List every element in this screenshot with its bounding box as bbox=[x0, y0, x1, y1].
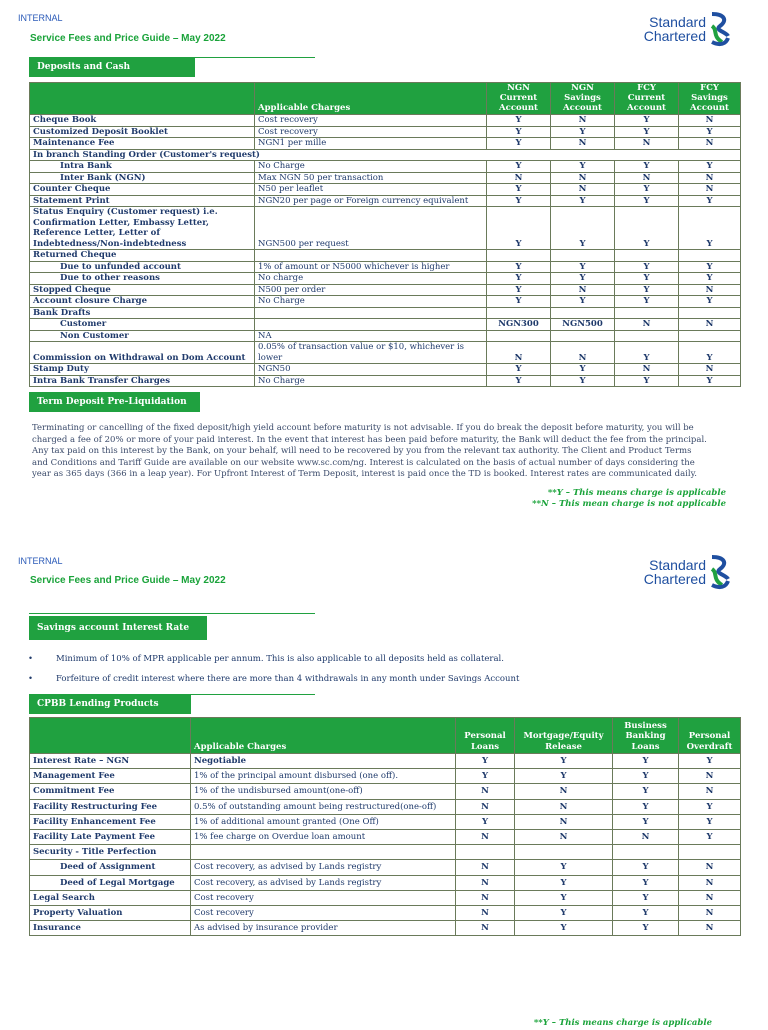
row-label: Commission on Withdrawal on Dom Account bbox=[30, 342, 255, 364]
table-row bbox=[30, 830, 741, 845]
row-label: Customer bbox=[30, 319, 255, 331]
row-charge: No Charge bbox=[255, 161, 487, 173]
table-row bbox=[30, 875, 741, 890]
row-value bbox=[679, 250, 741, 262]
row-charge: NGN1 per mille bbox=[255, 138, 487, 150]
row-label: Deed of Assignment bbox=[30, 860, 191, 875]
header-applicable-charges: Applicable Charges bbox=[255, 83, 487, 115]
table-row bbox=[30, 273, 741, 285]
row-label: Property Valuation bbox=[30, 906, 191, 921]
row-charge bbox=[255, 319, 487, 331]
row-label-line: Indebtedness/Non-indebtedness bbox=[33, 238, 187, 249]
row-charge: Cost recovery bbox=[255, 126, 487, 138]
table-row bbox=[30, 250, 741, 262]
row-value: N bbox=[551, 184, 615, 196]
row-value bbox=[679, 330, 741, 342]
table-row bbox=[30, 784, 741, 799]
row-value: N bbox=[679, 906, 741, 921]
row-value: N bbox=[456, 875, 515, 890]
row-charge: Max NGN 50 per transaction bbox=[255, 172, 487, 184]
row-charge: No Charge bbox=[255, 296, 487, 308]
row-charge-line: 0.05% of transaction value or $10, whichever is bbox=[258, 342, 465, 352]
row-label: In branch Standing Order (Customer's request) bbox=[30, 149, 741, 161]
row-value: Y bbox=[679, 342, 741, 364]
logo-mark-icon bbox=[708, 12, 732, 48]
row-charge bbox=[255, 342, 487, 364]
row-value: N bbox=[551, 284, 615, 296]
row-value: Y bbox=[615, 342, 679, 364]
deposits-table bbox=[29, 82, 741, 387]
row-value: N bbox=[487, 172, 551, 184]
row-value: N bbox=[679, 138, 741, 150]
row-value: N bbox=[456, 799, 515, 814]
row-charge: Cost recovery, as advised by Lands registry bbox=[191, 875, 456, 890]
row-value: Y bbox=[615, 284, 679, 296]
row-label: Maintenance Fee bbox=[30, 138, 255, 150]
row-charge: NGN50 bbox=[255, 364, 487, 376]
row-value: Y bbox=[551, 195, 615, 207]
row-value: N bbox=[679, 284, 741, 296]
row-value: N bbox=[615, 172, 679, 184]
row-value: Y bbox=[487, 126, 551, 138]
row-value bbox=[487, 330, 551, 342]
row-label: Bank Drafts bbox=[30, 307, 255, 319]
row-value: Y bbox=[679, 195, 741, 207]
row-value: Y bbox=[487, 261, 551, 273]
row-value bbox=[615, 330, 679, 342]
row-value: Y bbox=[551, 273, 615, 285]
paragraph-line: charged a fee of 20% or more of your paid interest. In the event that interest has been paid before maturity, the Bank will deduct the fee from the principal. bbox=[32, 434, 707, 445]
row-value: Y bbox=[615, 115, 679, 127]
table-row bbox=[30, 754, 741, 769]
guide-title: Service Fees and Price Guide – May 2022 bbox=[30, 33, 226, 44]
row-value: N bbox=[615, 319, 679, 331]
row-value: N bbox=[615, 138, 679, 150]
row-value: N bbox=[456, 890, 515, 905]
row-value: N bbox=[456, 860, 515, 875]
row-label: Security - Title Perfection bbox=[30, 845, 191, 860]
section-tag-term-deposit: Term Deposit Pre-Liquidation bbox=[29, 392, 200, 412]
row-value: Y bbox=[679, 830, 741, 845]
row-charge: NGN20 per page or Foreign currency equivalent bbox=[255, 195, 487, 207]
row-charge: Cost recovery bbox=[255, 115, 487, 127]
row-value: N bbox=[679, 769, 741, 784]
section-tag-lending: CPBB Lending Products bbox=[29, 694, 191, 714]
row-value: Y bbox=[613, 754, 679, 769]
row-charge bbox=[255, 250, 487, 262]
table-row bbox=[30, 115, 741, 127]
row-value: Y bbox=[551, 207, 615, 250]
row-value: Y bbox=[615, 207, 679, 250]
row-value: N bbox=[679, 364, 741, 376]
row-value: Y bbox=[613, 921, 679, 936]
row-label: Non Customer bbox=[30, 330, 255, 342]
row-value: N bbox=[679, 921, 741, 936]
note-y: **Y – This means charge is applicable bbox=[547, 488, 726, 498]
row-value: Y bbox=[615, 375, 679, 387]
row-label: Due to unfunded account bbox=[30, 261, 255, 273]
row-value: Y bbox=[613, 875, 679, 890]
row-value: N bbox=[515, 814, 613, 829]
row-charge: N500 per order bbox=[255, 284, 487, 296]
row-value: Y bbox=[487, 161, 551, 173]
row-label: Stopped Cheque bbox=[30, 284, 255, 296]
table-row bbox=[30, 330, 741, 342]
row-value: Y bbox=[456, 754, 515, 769]
row-value: Y bbox=[615, 126, 679, 138]
table-row bbox=[30, 845, 741, 860]
row-value: Y bbox=[551, 161, 615, 173]
row-label: Counter Cheque bbox=[30, 184, 255, 196]
row-value bbox=[679, 307, 741, 319]
row-charge: 1% of additional amount granted (One Off) bbox=[191, 814, 456, 829]
row-value: Y bbox=[515, 769, 613, 784]
row-value: Y bbox=[487, 284, 551, 296]
divider bbox=[190, 694, 315, 695]
row-value: Y bbox=[679, 296, 741, 308]
header-applicable-charges: Applicable Charges bbox=[191, 718, 456, 754]
row-value: Y bbox=[456, 769, 515, 784]
row-label: Management Fee bbox=[30, 769, 191, 784]
table-row bbox=[30, 799, 741, 814]
table-row bbox=[30, 860, 741, 875]
row-value: Y bbox=[615, 184, 679, 196]
row-label: Facility Late Payment Fee bbox=[30, 830, 191, 845]
row-label: Returned Cheque bbox=[30, 250, 255, 262]
row-value: N bbox=[515, 799, 613, 814]
row-value: N bbox=[679, 860, 741, 875]
row-value: Y bbox=[487, 184, 551, 196]
row-value: Y bbox=[613, 860, 679, 875]
header-blank bbox=[30, 83, 255, 115]
row-value: Y bbox=[551, 261, 615, 273]
table-row bbox=[30, 814, 741, 829]
table-row bbox=[30, 890, 741, 905]
row-value: N bbox=[515, 830, 613, 845]
row-charge: Cost recovery bbox=[191, 906, 456, 921]
paragraph-line: Any tax paid on this interest by the Bank, on your behalf, will need to be recovered by you from the relevant tax authority. The Client and Product Terms bbox=[32, 446, 692, 456]
header-blank bbox=[30, 718, 191, 754]
row-label: Intra Bank bbox=[30, 161, 255, 173]
row-charge bbox=[255, 307, 487, 319]
row-charge: N50 per leaflet bbox=[255, 184, 487, 196]
guide-title: Service Fees and Price Guide – May 2022 bbox=[30, 575, 226, 586]
row-value: N bbox=[679, 784, 741, 799]
table-row bbox=[30, 261, 741, 273]
row-value bbox=[613, 845, 679, 860]
table-row bbox=[30, 161, 741, 173]
row-value: Y bbox=[487, 375, 551, 387]
row-value: Y bbox=[515, 921, 613, 936]
row-value: Y bbox=[551, 126, 615, 138]
row-charge-line: lower bbox=[258, 352, 283, 363]
bullet-icon: • bbox=[28, 674, 34, 684]
row-value: N bbox=[456, 830, 515, 845]
row-value: Y bbox=[679, 261, 741, 273]
row-value: Y bbox=[615, 195, 679, 207]
row-value: N bbox=[551, 172, 615, 184]
row-value: Y bbox=[613, 799, 679, 814]
row-label: Due to other reasons bbox=[30, 273, 255, 285]
paragraph-line: and Conditions and Tariff Guide are available on our website www.sc.com/ng. Interest is calculated on the basis of actual number of days considering the bbox=[32, 457, 695, 468]
header-personal-overdraft: Personal Overdraft bbox=[679, 718, 741, 754]
row-value: Y bbox=[615, 161, 679, 173]
row-charge: 1% of the principal amount disbursed (one off). bbox=[191, 769, 456, 784]
logo-line-2: Chartered bbox=[643, 571, 706, 587]
row-charge: Negotiable bbox=[191, 754, 456, 769]
row-charge: 1% of the undisbursed amount(one-off) bbox=[191, 784, 456, 799]
table-row bbox=[30, 307, 741, 319]
row-value: Y bbox=[487, 273, 551, 285]
row-label: Inter Bank (NGN) bbox=[30, 172, 255, 184]
table-row bbox=[30, 319, 741, 331]
table-row bbox=[30, 296, 741, 308]
section-tag-deposits: Deposits and Cash bbox=[29, 57, 195, 77]
row-value: Y bbox=[456, 814, 515, 829]
row-value: N bbox=[679, 319, 741, 331]
row-value: Y bbox=[487, 207, 551, 250]
table-row bbox=[30, 375, 741, 387]
row-charge: Cost recovery bbox=[191, 890, 456, 905]
row-value bbox=[487, 307, 551, 319]
footer-note: **Y – This means charge is applicable bbox=[533, 1018, 712, 1028]
row-value: Y bbox=[515, 906, 613, 921]
row-label: Statement Print bbox=[30, 195, 255, 207]
table-row bbox=[30, 184, 741, 196]
row-label: Intra Bank Transfer Charges bbox=[30, 375, 255, 387]
standard-chartered-logo bbox=[620, 15, 706, 43]
row-value: N bbox=[515, 784, 613, 799]
row-value: Y bbox=[615, 273, 679, 285]
row-value: N bbox=[456, 921, 515, 936]
header-business-banking: Business Banking Loans bbox=[613, 718, 679, 754]
row-value: Y bbox=[487, 296, 551, 308]
row-value: Y bbox=[615, 261, 679, 273]
bullet-text: Minimum of 10% of MPR applicable per annum. This is also applicable to all deposits held as collateral. bbox=[56, 654, 504, 664]
row-value: Y bbox=[551, 364, 615, 376]
row-value: Y bbox=[679, 799, 741, 814]
note-n: **N – This mean charge is not applicable bbox=[532, 499, 726, 509]
section-tag-savings: Savings account Interest Rate bbox=[29, 616, 207, 640]
row-value bbox=[615, 307, 679, 319]
row-label: Interest Rate – NGN bbox=[30, 754, 191, 769]
table-row bbox=[30, 195, 741, 207]
row-label: Account closure Charge bbox=[30, 296, 255, 308]
row-value: Y bbox=[487, 195, 551, 207]
logo-mark-icon bbox=[708, 555, 732, 591]
internal-label: INTERNAL bbox=[18, 13, 63, 23]
row-value: Y bbox=[679, 161, 741, 173]
row-value: Y bbox=[613, 906, 679, 921]
row-value bbox=[456, 845, 515, 860]
row-value bbox=[615, 250, 679, 262]
row-value: Y bbox=[679, 375, 741, 387]
table-row bbox=[30, 126, 741, 138]
row-value bbox=[551, 307, 615, 319]
header-ngn-savings: NGN Savings Account bbox=[551, 83, 615, 115]
row-charge: NGN500 per request bbox=[255, 207, 487, 250]
row-value: Y bbox=[679, 207, 741, 250]
header-mortgage: Mortgage/Equity Release bbox=[515, 718, 613, 754]
standard-chartered-logo bbox=[620, 558, 706, 586]
bullet-icon: • bbox=[28, 654, 34, 664]
row-charge: Cost recovery, as advised by Lands registry bbox=[191, 860, 456, 875]
row-charge: 1% fee charge on Overdue loan amount bbox=[191, 830, 456, 845]
row-charge: 0.5% of outstanding amount being restructured(one-off) bbox=[191, 799, 456, 814]
row-value: Y bbox=[515, 875, 613, 890]
row-value: Y bbox=[679, 814, 741, 829]
row-value bbox=[551, 330, 615, 342]
row-value: N bbox=[615, 364, 679, 376]
row-charge: 1% of amount or N5000 whichever is higher bbox=[255, 261, 487, 273]
row-value: Y bbox=[515, 860, 613, 875]
lending-table bbox=[29, 717, 741, 936]
row-value: N bbox=[679, 115, 741, 127]
row-value: N bbox=[456, 784, 515, 799]
row-value: N bbox=[679, 890, 741, 905]
paragraph-line: Terminating or cancelling of the fixed deposit/high yield account before maturity is not advisable. If you do break the deposit before maturity, you will be bbox=[32, 423, 694, 433]
row-value: Y bbox=[613, 890, 679, 905]
row-label-line: Confirmation Letter, Embassy Letter, bbox=[33, 217, 210, 228]
row-value: Y bbox=[679, 754, 741, 769]
header-personal-loans: Personal Loans bbox=[456, 718, 515, 754]
row-value: N bbox=[613, 830, 679, 845]
row-value: N bbox=[551, 342, 615, 364]
divider bbox=[29, 613, 315, 614]
header-ngn-current: NGN Current Account bbox=[487, 83, 551, 115]
row-value: Y bbox=[551, 375, 615, 387]
row-value: N bbox=[487, 342, 551, 364]
row-value: N bbox=[679, 172, 741, 184]
row-value: Y bbox=[515, 890, 613, 905]
row-value: Y bbox=[515, 754, 613, 769]
table-row bbox=[30, 769, 741, 784]
bullet-text: Forfeiture of credit interest where there are more than 4 withdrawals in any month under Savings Account bbox=[56, 674, 520, 684]
row-value bbox=[551, 250, 615, 262]
row-value: N bbox=[456, 906, 515, 921]
row-charge: As advised by insurance provider bbox=[191, 921, 456, 936]
row-value: Y bbox=[487, 115, 551, 127]
internal-label: INTERNAL bbox=[18, 556, 63, 566]
row-charge: NA bbox=[255, 330, 487, 342]
row-label: Customized Deposit Booklet bbox=[30, 126, 255, 138]
row-value: N bbox=[679, 875, 741, 890]
row-value: Y bbox=[487, 364, 551, 376]
table-row bbox=[30, 138, 741, 150]
row-label: Deed of Legal Mortgage bbox=[30, 875, 191, 890]
row-label: Facility Enhancement Fee bbox=[30, 814, 191, 829]
logo-line-1: Standard bbox=[649, 14, 706, 30]
row-value: NGN500 bbox=[551, 319, 615, 331]
table-row bbox=[30, 284, 741, 296]
term-deposit-paragraph bbox=[32, 423, 728, 481]
header-fcy-current: FCY Current Account bbox=[615, 83, 679, 115]
table-row bbox=[30, 342, 741, 364]
row-value: Y bbox=[613, 784, 679, 799]
logo-line-1: Standard bbox=[649, 557, 706, 573]
row-charge: No Charge bbox=[255, 375, 487, 387]
row-value: Y bbox=[613, 814, 679, 829]
row-value: NGN300 bbox=[487, 319, 551, 331]
row-label: Stamp Duty bbox=[30, 364, 255, 376]
row-label bbox=[30, 207, 255, 250]
row-label: Facility Restructuring Fee bbox=[30, 799, 191, 814]
row-label: Cheque Book bbox=[30, 115, 255, 127]
row-label-line: Status Enquiry (Customer request) i.e. bbox=[33, 207, 218, 217]
row-label: Insurance bbox=[30, 921, 191, 936]
table-row bbox=[30, 149, 741, 161]
row-value: N bbox=[551, 138, 615, 150]
row-label: Legal Search bbox=[30, 890, 191, 905]
table-row bbox=[30, 207, 741, 250]
row-value: Y bbox=[615, 296, 679, 308]
table-row bbox=[30, 906, 741, 921]
row-value bbox=[515, 845, 613, 860]
row-value bbox=[487, 250, 551, 262]
row-value: Y bbox=[551, 296, 615, 308]
row-value: N bbox=[551, 115, 615, 127]
header-fcy-savings: FCY Savings Account bbox=[679, 83, 741, 115]
table-row bbox=[30, 172, 741, 184]
row-value: Y bbox=[613, 769, 679, 784]
paragraph-line: year as 365 days (366 in a leap year). For Upfront Interest of Term Deposit, interest is paid once the TD is booked. Interest rates are communicated daily. bbox=[32, 469, 697, 479]
row-value: Y bbox=[487, 138, 551, 150]
row-charge bbox=[191, 845, 456, 860]
table-row bbox=[30, 364, 741, 376]
logo-line-2: Chartered bbox=[643, 28, 706, 44]
divider bbox=[195, 57, 315, 58]
table-row bbox=[30, 921, 741, 936]
row-value: Y bbox=[679, 126, 741, 138]
row-label: Commitment Fee bbox=[30, 784, 191, 799]
row-value: Y bbox=[679, 273, 741, 285]
row-value: N bbox=[679, 184, 741, 196]
row-value bbox=[679, 845, 741, 860]
row-label-line: Reference Letter, Letter of bbox=[33, 228, 160, 238]
row-charge: No charge bbox=[255, 273, 487, 285]
